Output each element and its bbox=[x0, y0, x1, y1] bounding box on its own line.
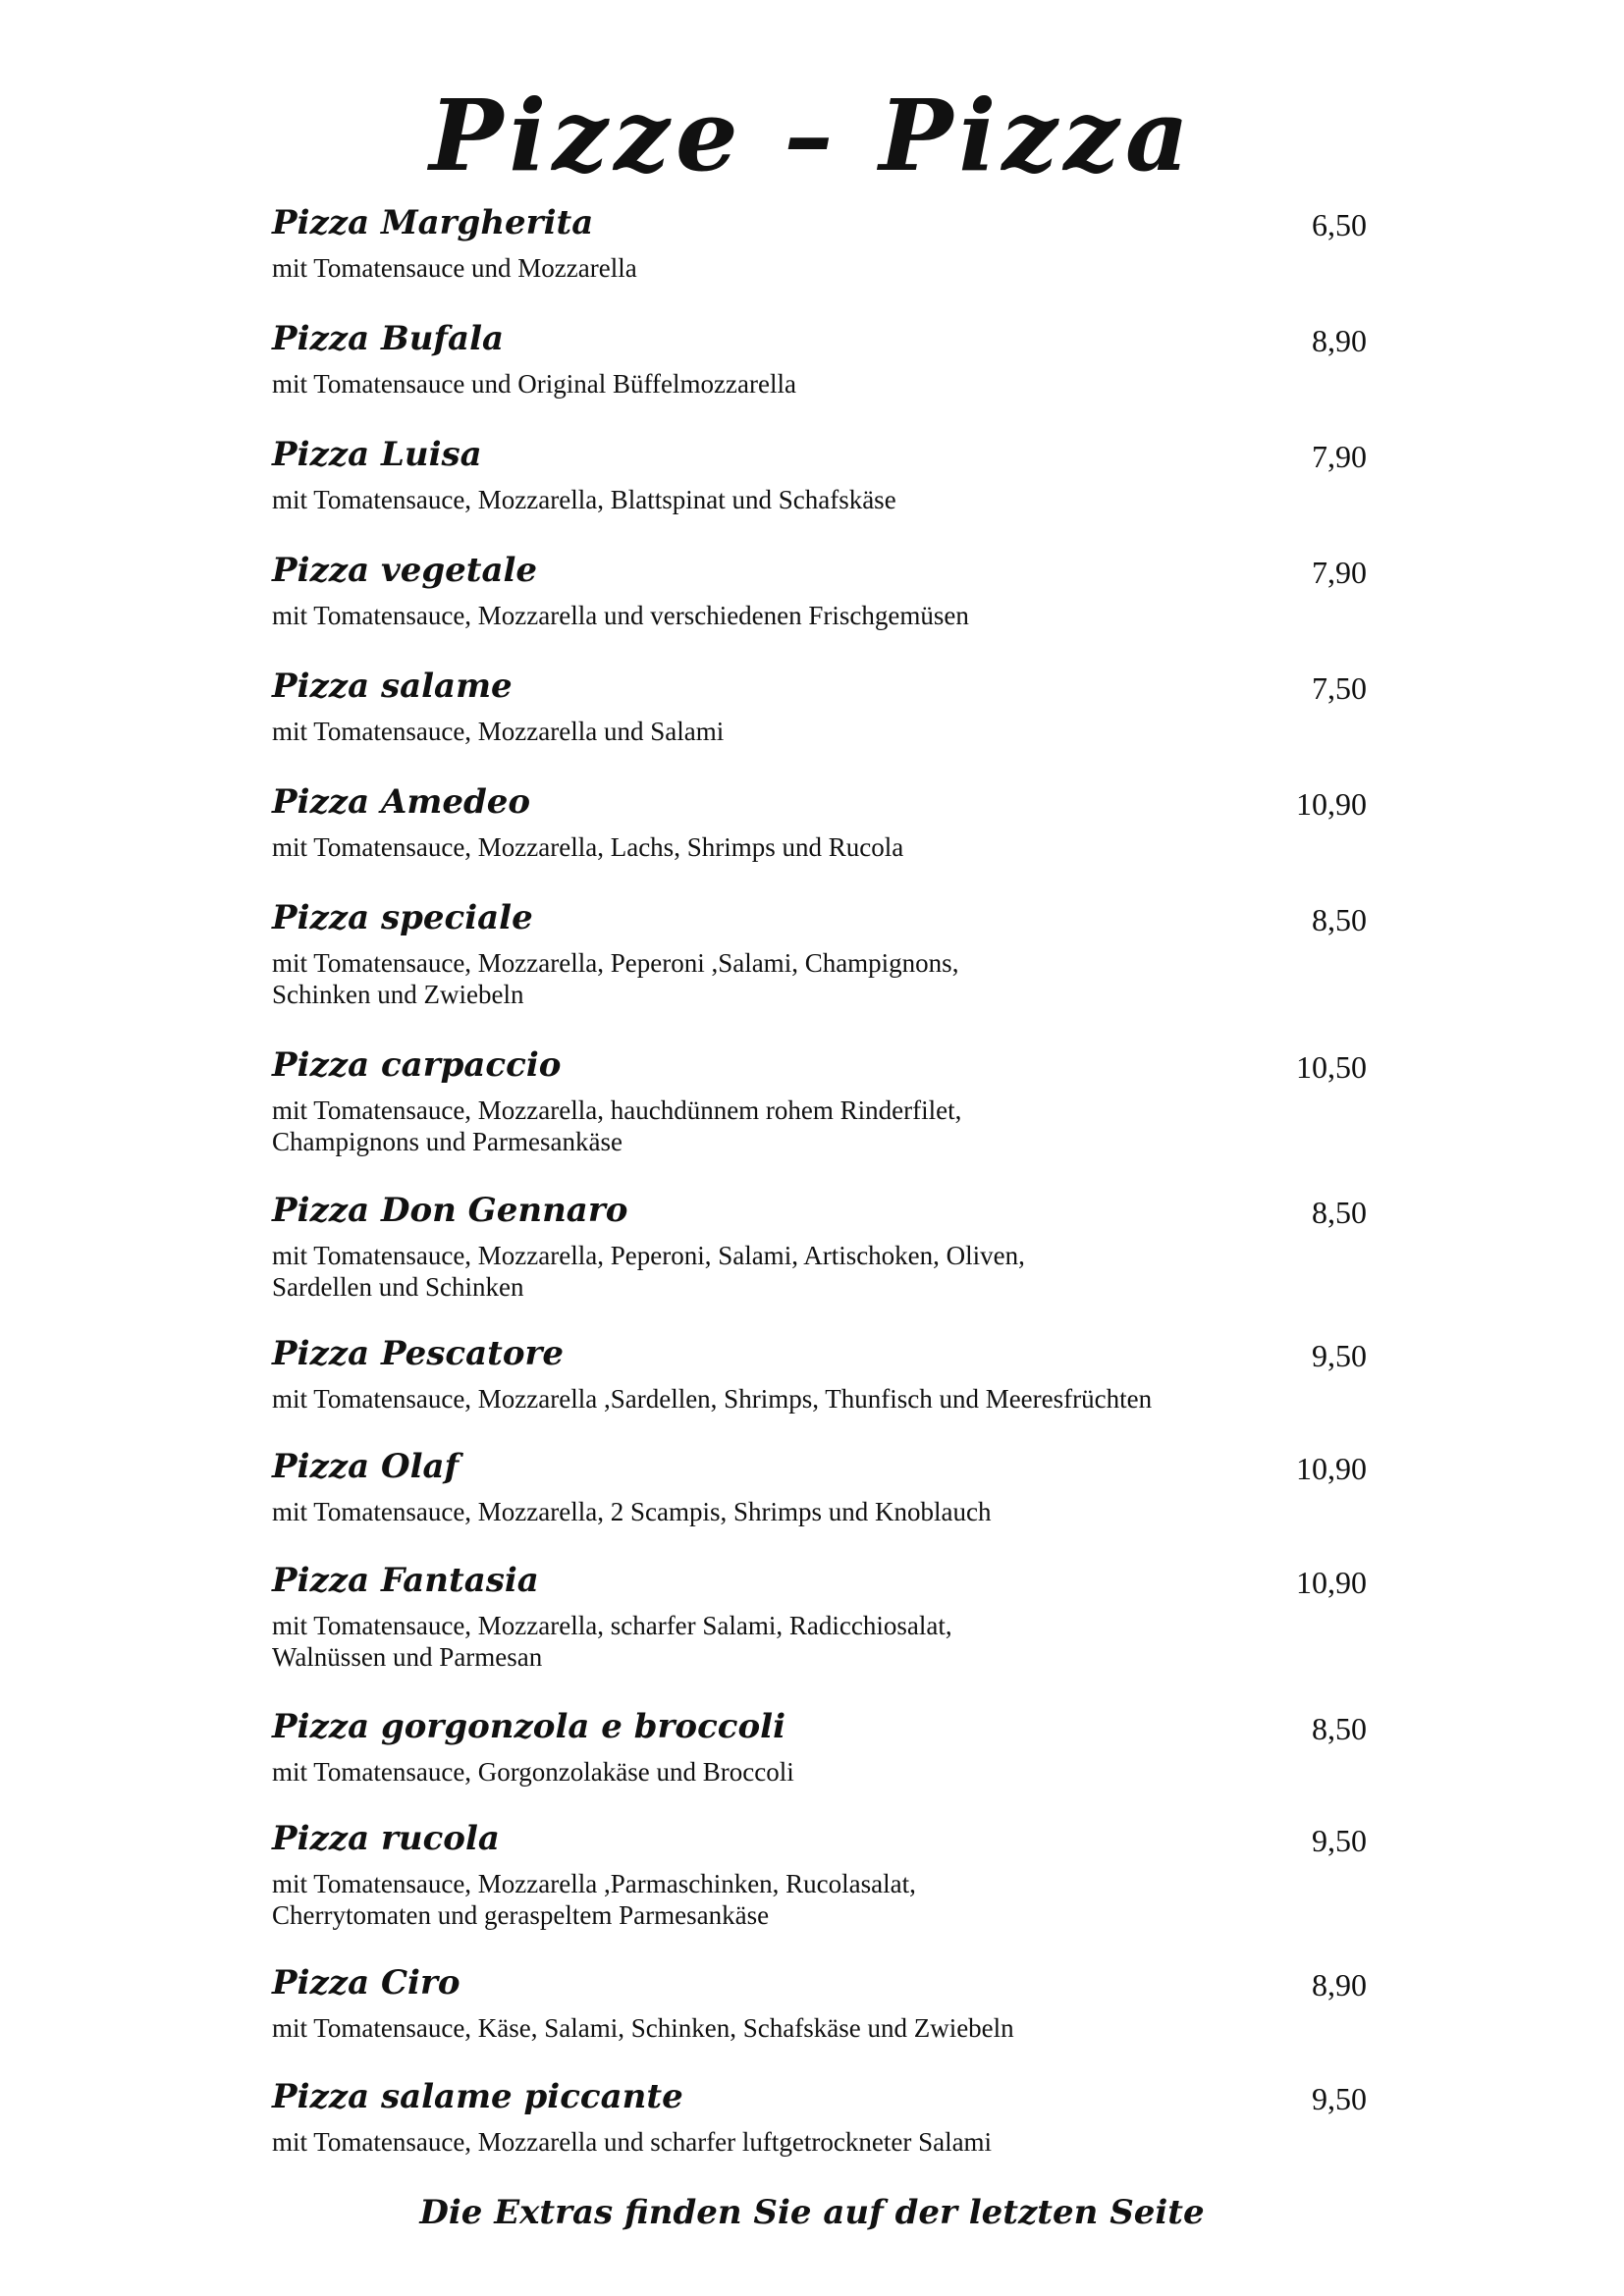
item-name: Pizza Margherita bbox=[272, 203, 594, 242]
description-line: mit Tomatensauce und Original Büffelmozzarella bbox=[272, 369, 796, 399]
item-price: 10,50 bbox=[1296, 1049, 1367, 1085]
footer-note: Die Extras finden Sie auf der letzten Seite bbox=[419, 2193, 1205, 2232]
item-name: Pizza Ciro bbox=[272, 1963, 460, 2002]
item-description bbox=[272, 252, 1352, 284]
item-name: Pizza Olaf bbox=[272, 1447, 460, 1486]
item-price: 7,90 bbox=[1312, 439, 1367, 474]
item-name: Pizza carpaccio bbox=[272, 1045, 562, 1085]
description-line: Schinken und Zwiebeln bbox=[272, 980, 524, 1009]
description-line: Walnüssen und Parmesan bbox=[272, 1642, 543, 1672]
description-line: Cherrytomaten und geraspeltem Parmesankäse bbox=[272, 1900, 770, 1930]
item-price: 7,50 bbox=[1312, 670, 1367, 706]
description-line: mit Tomatensauce, Mozzarella und Salami bbox=[272, 717, 725, 746]
description-line: mit Tomatensauce, Mozzarella und scharfer luftgetrockneter Salami bbox=[272, 2127, 993, 2157]
item-name: Pizza Don Gennaro bbox=[272, 1191, 628, 1230]
item-description bbox=[272, 1496, 1352, 1527]
description-line: mit Tomatensauce, Käse, Salami, Schinken, Schafskäse und Zwiebeln bbox=[272, 2013, 1014, 2043]
item-price: 8,50 bbox=[1312, 1195, 1367, 1230]
description-line: mit Tomatensauce, Gorgonzolakäse und Broccoli bbox=[272, 1757, 794, 1787]
item-price: 6,50 bbox=[1312, 207, 1367, 242]
item-name: Pizza Bufala bbox=[272, 319, 505, 358]
description-line: mit Tomatensauce, Mozzarella ,Parmaschinken, Rucolasalat, bbox=[272, 1869, 916, 1898]
item-name: Pizza gorgonzola e broccoli bbox=[272, 1707, 786, 1746]
description-line: mit Tomatensauce und Mozzarella bbox=[272, 253, 637, 283]
item-name: Pizza speciale bbox=[272, 898, 533, 937]
item-name: Pizza Luisa bbox=[272, 435, 482, 474]
description-line: mit Tomatensauce, Mozzarella, scharfer Salami, Radicchiosalat, bbox=[272, 1611, 952, 1640]
item-price: 7,90 bbox=[1312, 555, 1367, 590]
description-line: mit Tomatensauce, Mozzarella und verschiedenen Frischgemüsen bbox=[272, 601, 969, 630]
description-line: mit Tomatensauce, Mozzarella, 2 Scampis, Shrimps und Knoblauch bbox=[272, 1497, 992, 1526]
item-name: Pizza Pescatore bbox=[272, 1334, 565, 1373]
description-line: mit Tomatensauce, Mozzarella, Blattspinat und Schafskäse bbox=[272, 485, 896, 514]
item-description bbox=[272, 600, 1352, 631]
item-name: Pizza salame bbox=[272, 667, 513, 706]
item-name: Pizza salame piccante bbox=[272, 2077, 683, 2116]
item-name: Pizza Amedeo bbox=[272, 782, 531, 822]
item-price: 8,90 bbox=[1312, 323, 1367, 358]
item-description bbox=[272, 368, 1352, 400]
description-line: mit Tomatensauce, Mozzarella, Peperoni, Salami, Artischoken, Oliven, bbox=[272, 1241, 1025, 1270]
item-description bbox=[272, 1610, 1352, 1673]
item-price: 10,90 bbox=[1296, 1565, 1367, 1600]
item-description bbox=[272, 1095, 1352, 1157]
item-price: 10,90 bbox=[1296, 786, 1367, 822]
item-description bbox=[272, 484, 1352, 515]
item-price: 9,50 bbox=[1312, 1338, 1367, 1373]
description-line: mit Tomatensauce, Mozzarella, Lachs, Shrimps und Rucola bbox=[272, 832, 904, 862]
item-description bbox=[272, 831, 1352, 863]
description-line: mit Tomatensauce, Mozzarella, hauchdünnem rohem Rinderfilet, bbox=[272, 1095, 962, 1125]
item-description bbox=[272, 947, 1352, 1010]
item-price: 8,50 bbox=[1312, 1711, 1367, 1746]
page-title: Pizze – Pizza bbox=[429, 78, 1195, 193]
item-price: 8,90 bbox=[1312, 1967, 1367, 2002]
item-price: 8,50 bbox=[1312, 902, 1367, 937]
item-description bbox=[272, 1240, 1352, 1303]
item-name: Pizza Fantasia bbox=[272, 1561, 539, 1600]
item-description bbox=[272, 1383, 1352, 1415]
item-price: 10,90 bbox=[1296, 1451, 1367, 1486]
description-line: mit Tomatensauce, Mozzarella, Peperoni ,Salami, Champignons, bbox=[272, 948, 959, 978]
item-name: Pizza vegetale bbox=[272, 551, 538, 590]
item-description bbox=[272, 1868, 1352, 1931]
item-description bbox=[272, 2012, 1352, 2044]
description-line: mit Tomatensauce, Mozzarella ,Sardellen, Shrimps, Thunfisch und Meeresfrüchten bbox=[272, 1384, 1153, 1414]
item-description bbox=[272, 716, 1352, 747]
item-price: 9,50 bbox=[1312, 2081, 1367, 2116]
description-line: Sardellen und Schinken bbox=[272, 1272, 524, 1302]
item-description bbox=[272, 2126, 1352, 2158]
item-description bbox=[272, 1756, 1352, 1788]
item-price: 9,50 bbox=[1312, 1823, 1367, 1858]
description-line: Champignons und Parmesankäse bbox=[272, 1127, 623, 1156]
item-name: Pizza rucola bbox=[272, 1819, 500, 1858]
